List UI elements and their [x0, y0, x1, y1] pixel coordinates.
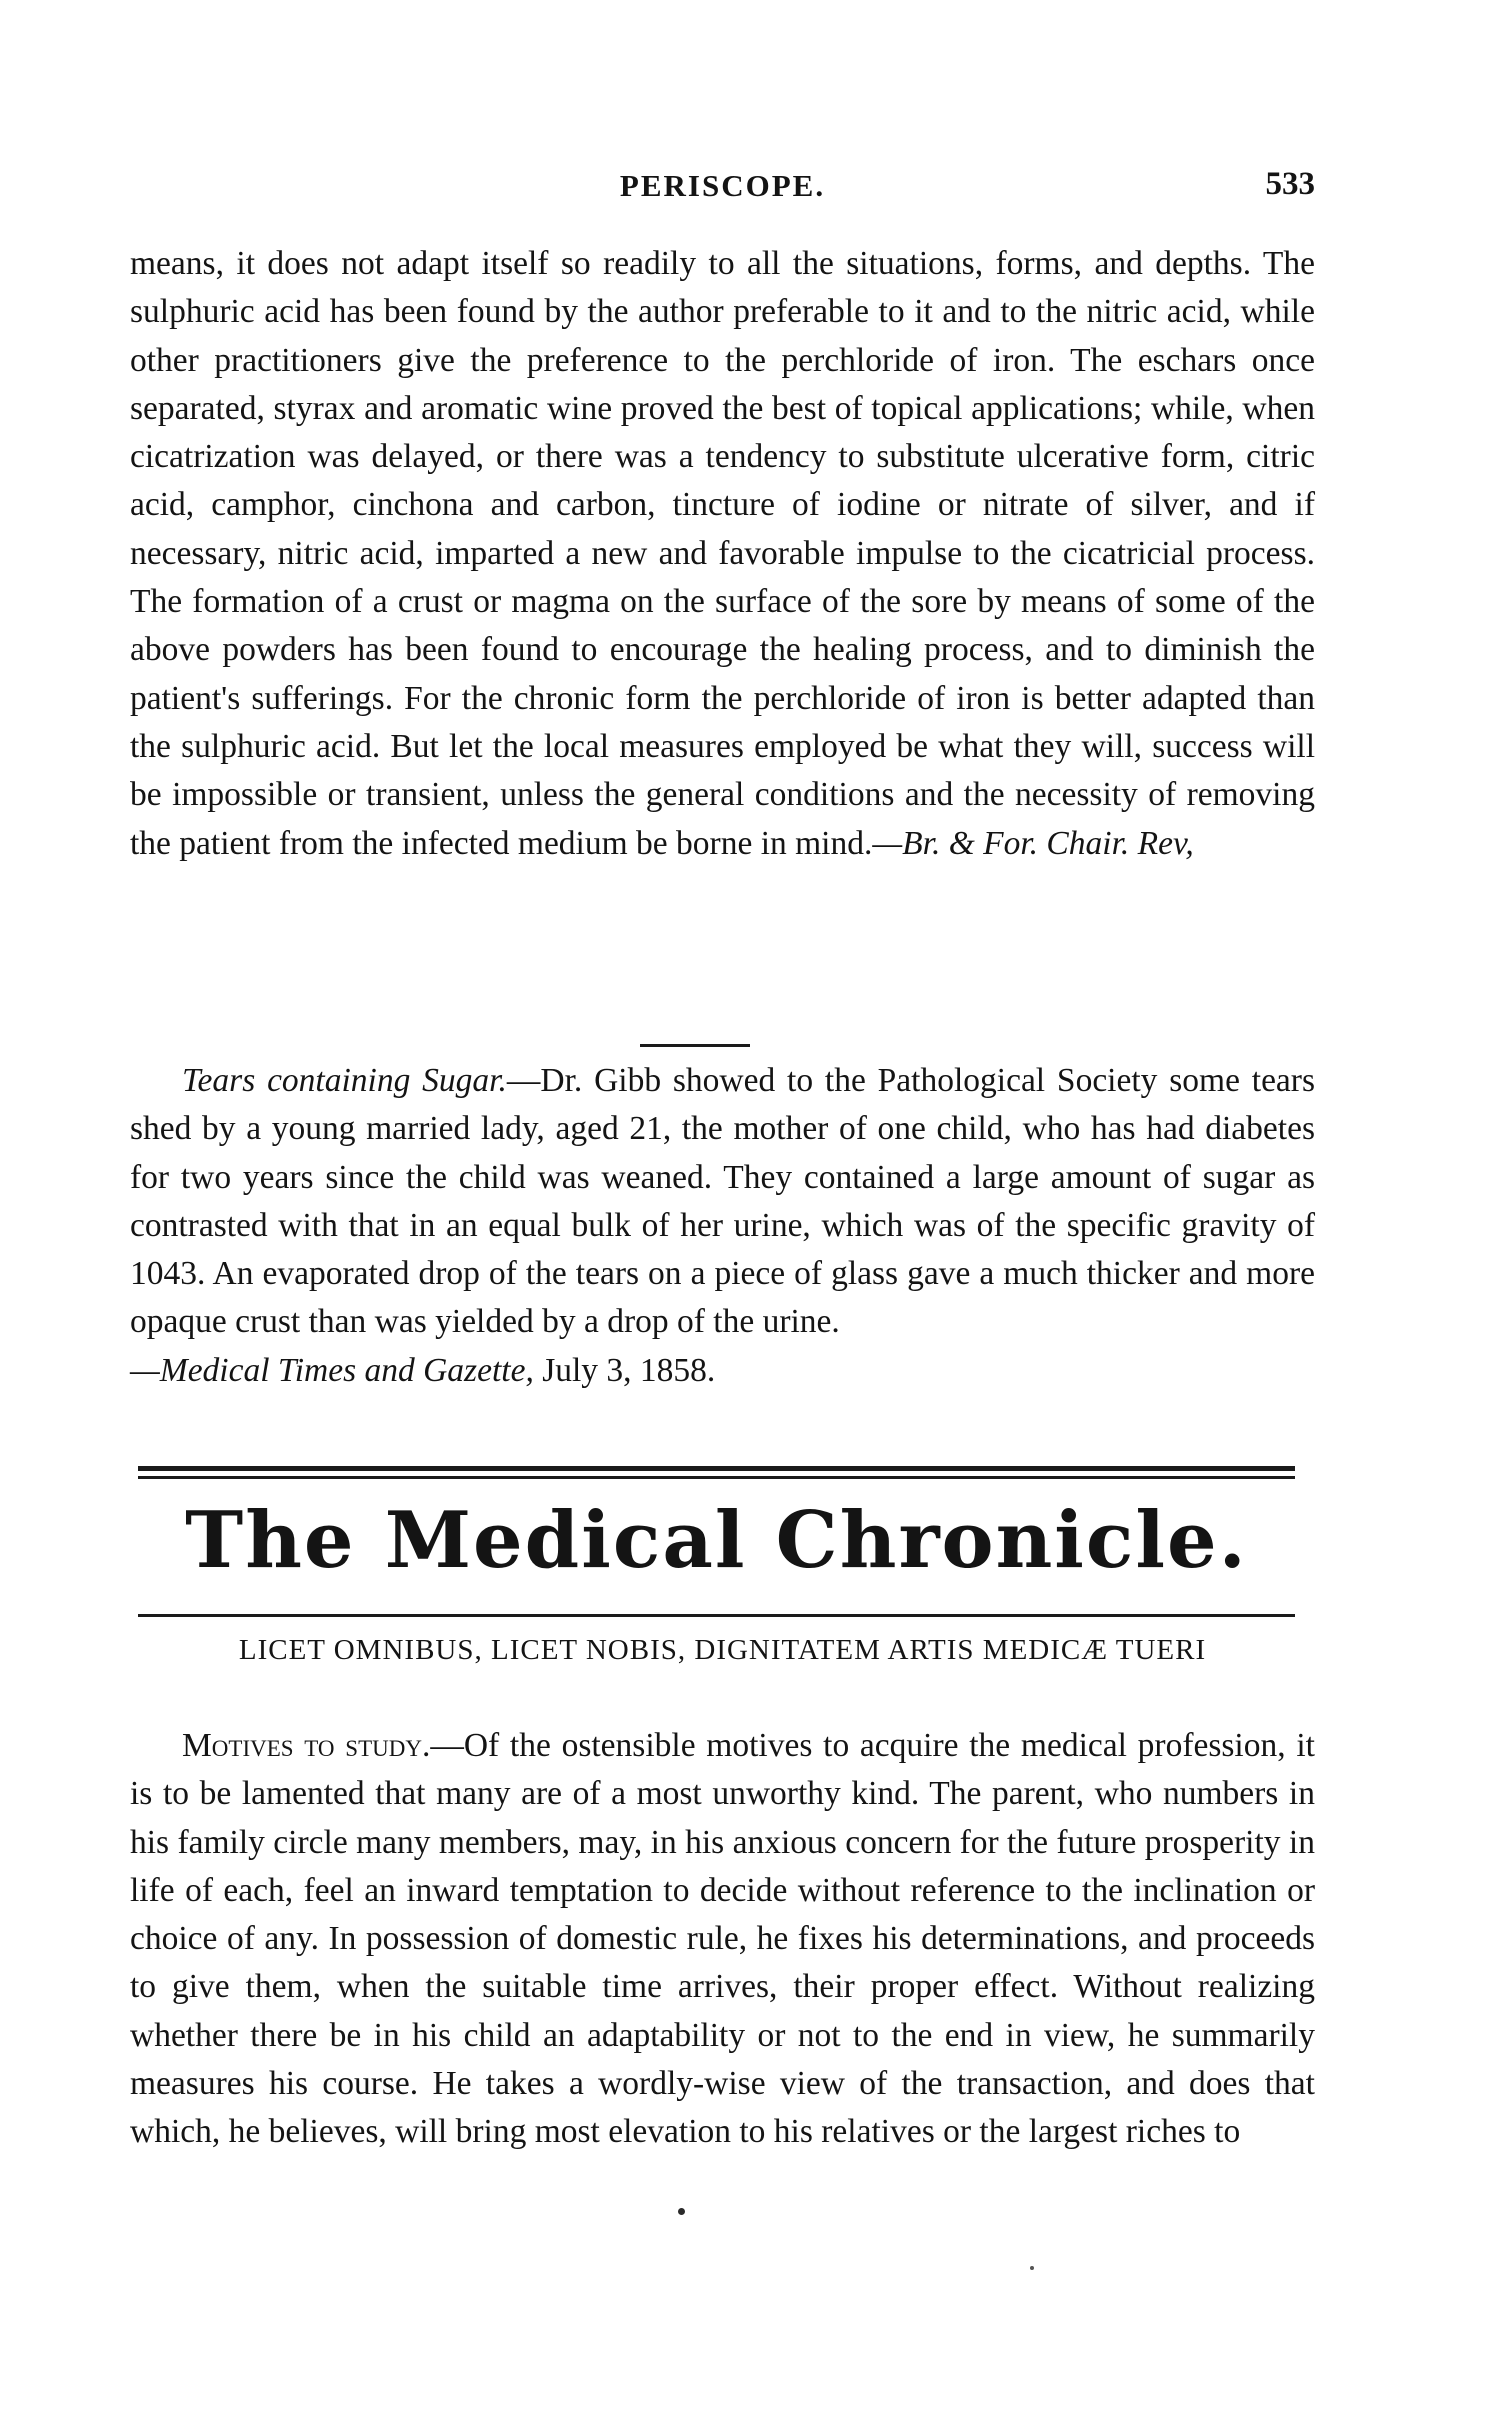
masthead-rule-thick	[138, 1466, 1295, 1471]
tears-heading: Tears containing Sugar.	[182, 1062, 507, 1099]
masthead-rule-thin	[138, 1476, 1295, 1479]
page-number: 533	[1265, 166, 1315, 202]
section-divider	[640, 1044, 750, 1047]
masthead-title: The Medical Chronicle.	[185, 1495, 1248, 1586]
tears-date: July 3, 1858.	[542, 1351, 716, 1389]
tears-body: —Dr. Gibb showed to the Pathological Society some tears shed by a young married lady, aged 21, the mother of one child, who has had diabetes for two years since the child was weaned. They contained a large amount of sugar as contrasted with that in an equal bulk of her urine, which was of the specific gravity of 1043. An evaporated drop of the tears on a piece of glass gave a much thicker and more opaque crust than was yielded by a drop of the urine.	[130, 1062, 1315, 1341]
page-blemish-mark	[678, 2208, 685, 2215]
motives-article	[130, 1722, 1315, 2157]
continued-paragraph	[130, 240, 1315, 868]
tears-article	[130, 1057, 1315, 1395]
masthead-rule-lower	[138, 1614, 1295, 1617]
masthead-motto: LICET OMNIBUS, LICET NOBIS, DIGNITATEM ARTIS MEDICÆ TUERI	[238, 1634, 1207, 1666]
motives-body: —Of the ostensible motives to acquire the medical profession, it is to be lamented that many are of a most unworthy kind. The parent, who numbers in his family circle many members, may, in his anxious concern for the future prosperity in life of each, feel an inward temptation to decide without reference to the inclination or choice of any. In possession of domestic rule, he fixes his determinations, and proceeds to give them, when the suitable time arrives, their proper effect. Without realizing whether there be in his child an adaptability or not to the end in view, he summarily measures his course. He takes a wordly-wise view of the transaction, and does that which, he believes, will bring most elevation to his relatives or the largest riches to	[130, 1727, 1315, 2151]
continued-source: —Br. & For. Chair. Rev,	[872, 824, 1194, 862]
page-blemish-dot	[1030, 2266, 1034, 2270]
motives-heading: Motives to study.	[182, 1727, 431, 1764]
running-title: PERISCOPE.	[619, 168, 826, 203]
running-head	[130, 160, 1315, 208]
continued-text: means, it does not adapt itself so readily to all the situations, forms, and depths. The sulphuric acid has been found by the author preferable to it and to the nitric acid, while other practitioners give the preference to the perchloride of iron. The eschars once separated, styrax and aromatic wine proved the best of topical applications; while, when cicatrization was delayed, or there was a tendency to substitute ulcerative form, citric acid, camphor, cinchona and carbon, tincture of iodine or nitrate of silver, and if necessary, nitric acid, imparted a new and favorable impulse to the cicatricial process. The formation of a crust or magma on the surface of the sore by means of some of the above powders has been found to encourage the healing process, and to diminish the patient's sufferings. For the chronic form the perchloride of iron is better adapted than the sulphuric acid. But let the local measures employed be what they will, success will be impossible or transient, unless the general conditions and the necessity of removing the patient from the infected medium be borne in mind.	[130, 245, 1315, 862]
tears-source: —Medical Times and Gazette,	[130, 1351, 534, 1389]
